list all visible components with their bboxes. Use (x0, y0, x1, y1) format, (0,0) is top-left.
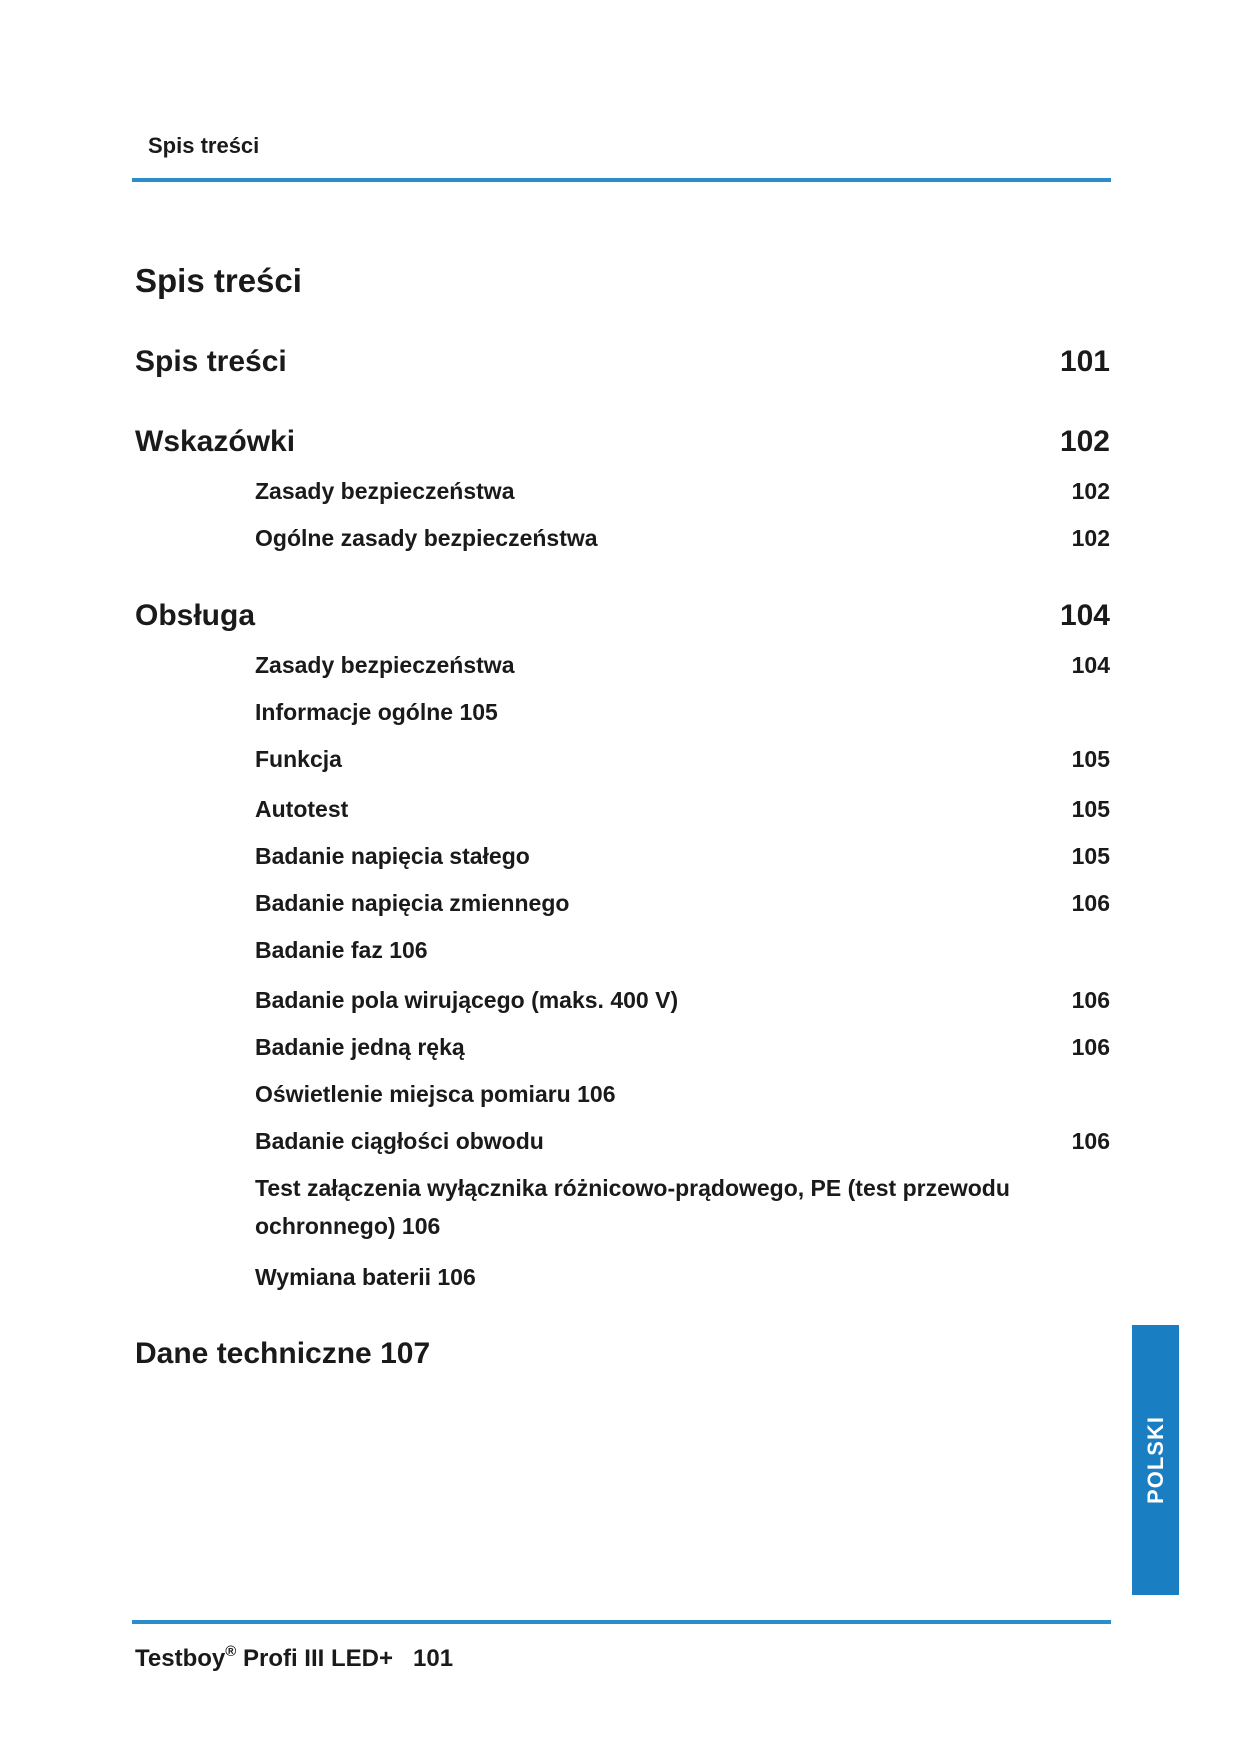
toc-entry-page: 104 (1059, 599, 1110, 632)
toc-subentry[interactable] (255, 1264, 1110, 1291)
toc-entry-label: Oświetlenie miejsca pomiaru 106 (255, 1081, 616, 1107)
page-title: Spis treści (135, 262, 302, 299)
toc-entry-page: 102 (1059, 425, 1110, 458)
toc-entry-page: 106 (1071, 1128, 1110, 1154)
toc-entry-label: Test załączenia wyłącznika różnicowo-prądowego, PE (test przewodu ochronnego) 106 (255, 1175, 1010, 1239)
toc-subentry[interactable] (255, 478, 1110, 505)
toc-entry-page: 102 (1071, 478, 1110, 504)
toc-subentry[interactable] (255, 1169, 1015, 1245)
toc-entry-label: Badanie faz 106 (255, 937, 428, 963)
footer (135, 1643, 453, 1673)
registered-mark: ® (225, 1643, 237, 1660)
toc-entry-page: 105 (1071, 796, 1110, 822)
toc-subentry[interactable] (255, 525, 1110, 552)
toc-entry-page: 104 (1071, 652, 1110, 678)
running-header: Spis treści (148, 133, 260, 158)
toc-entry-page: 106 (1071, 890, 1110, 916)
toc-subentry[interactable] (255, 843, 1110, 870)
toc-entry-label: Zasady bezpieczeństwa (255, 652, 515, 678)
toc-entry-label: Badanie napięcia stałego (255, 843, 530, 869)
header-rule (132, 178, 1111, 182)
toc-entry[interactable] (135, 425, 1110, 459)
toc-subentry[interactable] (255, 1128, 1110, 1155)
toc-entry[interactable] (135, 345, 1110, 379)
toc-entry-page: 106 (1071, 1034, 1110, 1060)
toc-subentry[interactable] (255, 652, 1110, 679)
toc-subentry[interactable] (255, 699, 1110, 726)
toc-entry-label: Badanie pola wirującego (maks. 400 V) (255, 987, 679, 1013)
toc-subentry[interactable] (255, 1034, 1110, 1061)
toc-subentry[interactable] (255, 796, 1110, 823)
footer-brand: Testboy (135, 1645, 226, 1672)
language-tab-label: POLSKI (1142, 1416, 1168, 1504)
toc-entry[interactable] (135, 599, 1110, 633)
toc-subentry[interactable] (255, 890, 1110, 917)
toc-entry-label: Badanie jedną ręką (255, 1034, 465, 1060)
footer-page-number: 101 (413, 1645, 454, 1672)
toc-subentry[interactable] (255, 1081, 1110, 1108)
toc-subentry[interactable] (255, 987, 1110, 1014)
toc-entry-label: Badanie napięcia zmiennego (255, 890, 570, 916)
toc-entry-label: Autotest (255, 796, 349, 822)
toc-entry-page: 105 (1071, 843, 1110, 869)
footer-product: Profi III LED+ (242, 1645, 393, 1672)
toc-entry-label: Funkcja (255, 746, 342, 772)
toc-entry-page: 102 (1071, 525, 1110, 551)
toc-entry-label: Wskazówki (135, 425, 296, 458)
toc-entry-label: Wymiana baterii 106 (255, 1264, 476, 1290)
toc-entry-label: Zasady bezpieczeństwa (255, 478, 515, 504)
toc-entry-label: Spis treści (135, 345, 287, 378)
toc-entry-label: Obsługa (135, 599, 256, 632)
toc-entry-label: Ogólne zasady bezpieczeństwa (255, 525, 598, 551)
toc-subentry[interactable] (255, 746, 1110, 773)
toc-subentry[interactable] (255, 937, 1110, 964)
toc-entry-page: 105 (1071, 746, 1110, 772)
toc-entry-page: 101 (1059, 345, 1110, 378)
toc-entry-label: Dane techniczne 107 (135, 1337, 431, 1370)
language-tab (1132, 1325, 1179, 1595)
footer-rule (132, 1620, 1111, 1624)
toc-entry[interactable] (135, 1337, 1110, 1371)
toc-entry-label: Informacje ogólne 105 (255, 699, 498, 725)
toc-entry-label: Badanie ciągłości obwodu (255, 1128, 544, 1154)
toc-entry-page: 106 (1071, 987, 1110, 1013)
